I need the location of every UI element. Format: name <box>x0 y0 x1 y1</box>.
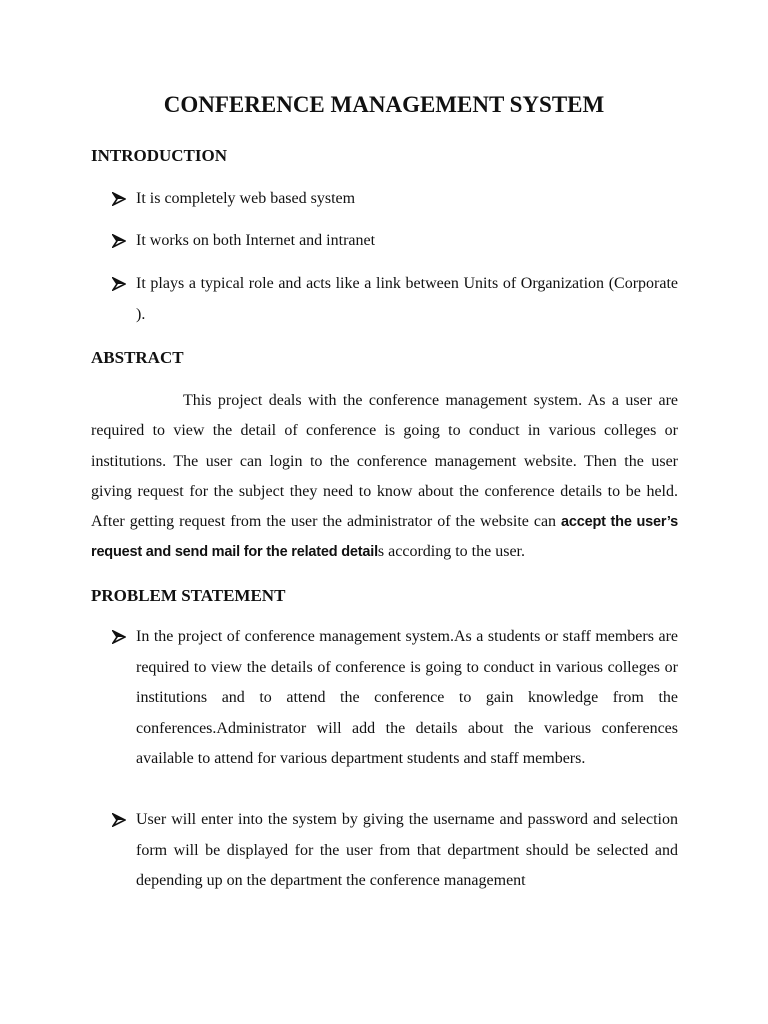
arrowhead-bullet-icon <box>112 234 126 248</box>
arrowhead-bullet-icon <box>112 813 126 827</box>
intro-bullet-3 <box>112 269 678 330</box>
intro-bullet-1 <box>112 184 678 215</box>
intro-bullet-text: It is completely web based system <box>136 190 356 207</box>
document-title: CONFERENCE MANAGEMENT SYSTEM <box>163 92 605 117</box>
abstract-paragraph <box>91 386 678 568</box>
introduction-heading: INTRODUCTION <box>91 146 228 165</box>
intro-bullet-text: It works on both Internet and intranet <box>136 232 376 249</box>
problem-bullet-text: In the project of conference management system.As a students or staff members are required to view the details of conference is going to conduct in various colleges or institutions and to attend the conference to gain knowledge from the conferences.Administrator will add the details about the various conferences available to attend for various department students and staff members. <box>136 628 678 767</box>
problem-bullet-1 <box>112 622 678 775</box>
intro-bullet-text: It plays a typical role and acts like a link between Units of Organization (Corporate ). <box>136 275 678 323</box>
abstract-bold-text: accept the user’s request and send mail for the related detail <box>91 514 679 561</box>
abstract-text: This project deals with the conference management system. As a user are required to view the detail of conference is going to conduct in various colleges or institutions. The user can login to the conference management website. Then the user giving request for the subject they need to know about the conference details to be held. After getting request from the user the administrator of the website can <box>91 392 678 531</box>
arrowhead-bullet-icon <box>112 192 126 206</box>
problem-bullet-2 <box>112 805 678 897</box>
abstract-text-end: s according to the user. <box>377 543 525 561</box>
arrowhead-bullet-icon <box>112 277 126 291</box>
intro-bullet-2 <box>112 226 678 257</box>
problem-statement-heading: PROBLEM STATEMENT <box>91 586 286 605</box>
problem-bullet-text: User will enter into the system by giving the username and password and selection form will be displayed for the user from that department should be selected and depending up on the department the conference management <box>136 811 678 889</box>
arrowhead-bullet-icon <box>112 630 126 644</box>
abstract-heading: ABSTRACT <box>91 348 184 367</box>
